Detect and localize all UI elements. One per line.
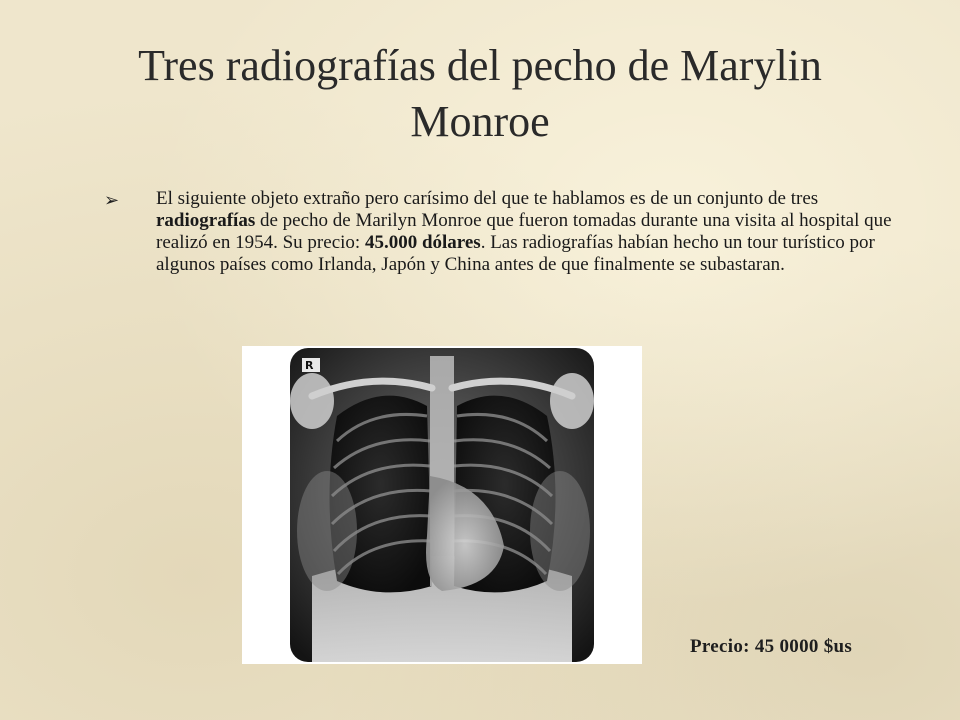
arrow-bullet-icon: ➢	[104, 190, 120, 211]
paragraph-bold-price: 45.000 dólares	[364, 232, 481, 253]
bullet-text	[156, 188, 904, 276]
xray-marker-label: R	[305, 359, 314, 372]
slide-title	[60, 38, 900, 150]
paragraph-part-2: de pecho de Marilyn Monroe que fueron tomadas durante una visita al hospital que realizó en 1954. Su precio:	[156, 210, 892, 253]
slide-title-line-2: Monroe	[410, 97, 550, 146]
paragraph-part-1: El siguiente objeto extraño pero carísimo del que te hablamos es de un conjunto de tres	[156, 188, 819, 209]
chest-xray-graphic	[242, 346, 642, 664]
bullet-paragraph	[104, 188, 904, 276]
paragraph-part-3: . Las radiografías habían hecho un tour turístico por algunos países como Irlanda, Japón y China antes de que finalmente se subastaran.	[156, 232, 875, 275]
chest-xray-image	[242, 346, 642, 664]
paragraph-bold-radiografias: radiografías	[156, 210, 256, 231]
price-label: Precio: 45 0000 $us	[690, 636, 853, 657]
slide-title-line-1: Tres radiografías del pecho de Marylin	[138, 41, 822, 90]
